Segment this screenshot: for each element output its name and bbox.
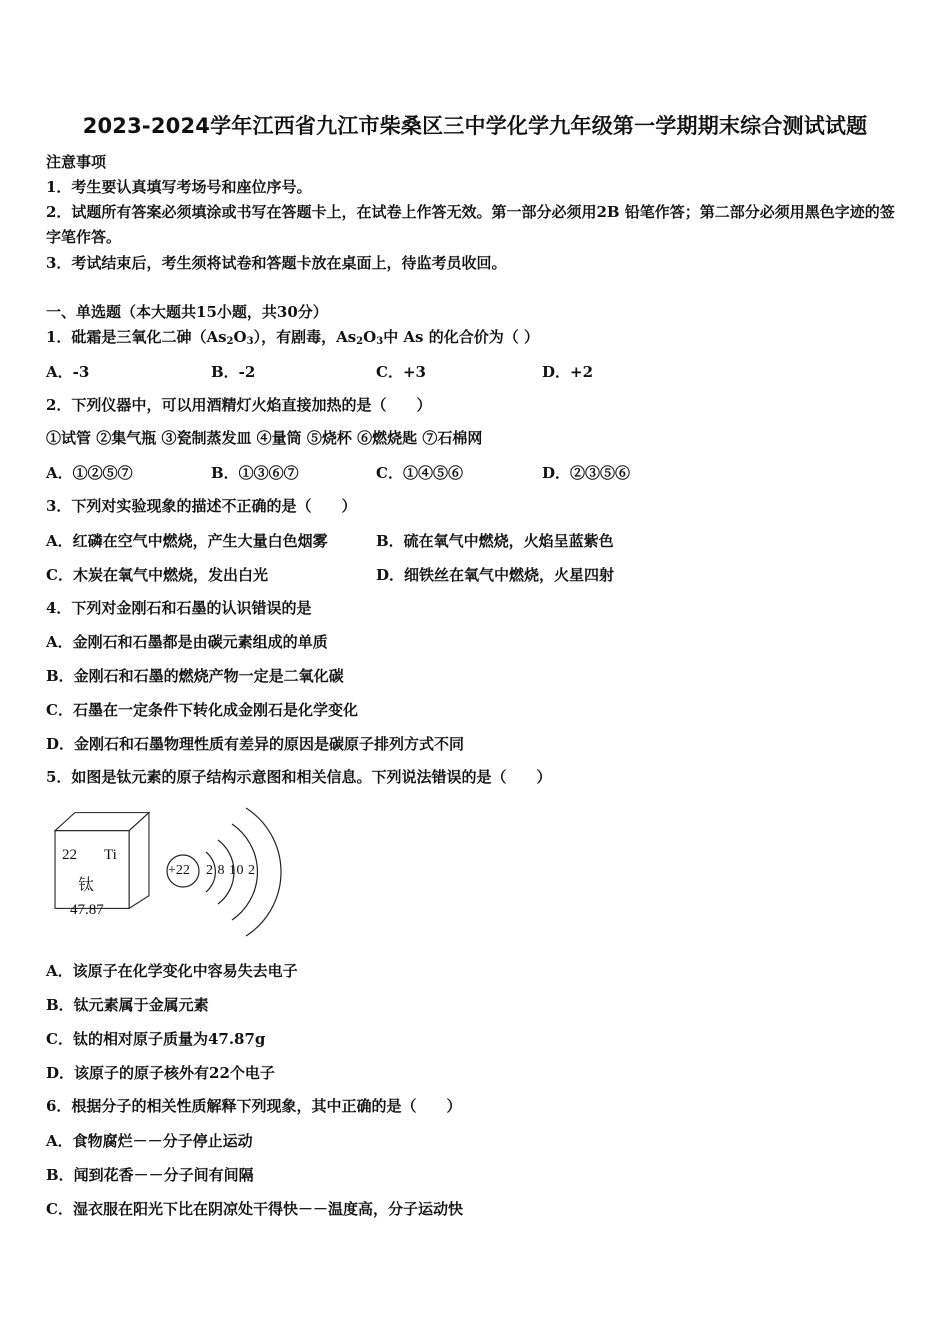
option-d: D．细铁丝在氧气中燃烧，火星四射 (376, 566, 615, 584)
question-4-stem: 4．下列对金刚石和石墨的认识错误的是 (46, 599, 312, 617)
option-d: D．该原子的原子核外有22个电子 (46, 1064, 275, 1082)
question-1-stem (46, 327, 539, 347)
stem-text: ），有剧毒， (253, 328, 337, 346)
titanium-figure (46, 800, 286, 950)
formula: $As_2O_3$ (336, 328, 384, 347)
notice-item: 2．试题所有答案必须填涂或书写在答题卡上，在试卷上作答无效。第一部分必须用2B 铅笔作答；第二部分必须用黑色字迹的签字笔作答。 (46, 203, 895, 246)
option-d: D．+2 (542, 363, 594, 381)
atomic-number: 22 (62, 847, 77, 863)
nucleus-charge: +22 (168, 863, 190, 878)
notice-item: 1．考生要认真填写考场号和座位序号。 (46, 178, 312, 196)
electron-shells: 2 8 10 2 (206, 863, 256, 878)
section-heading: 一、单选题（本大题共15小题，共30分） (46, 303, 328, 321)
option-c: C．钛的相对原子质量为47.87g (46, 1030, 266, 1048)
element-name: 钛 (78, 875, 95, 894)
option-a: A．食物腐烂－－分子停止运动 (46, 1132, 253, 1150)
question-2-stem: 2．下列仪器中，可以用酒精灯火焰直接加热的是（ ） (46, 396, 432, 414)
question-2-items: ①试管 ②集气瓶 ③瓷制蒸发皿 ④量筒 ⑤烧杯 ⑥燃烧匙 ⑦石棉网 (46, 429, 483, 447)
option-a: A．红磷在空气中燃烧，产生大量白色烟雾 (46, 532, 328, 550)
option-b: B．①③⑥⑦ (211, 464, 299, 482)
option-b: B．金刚石和石墨的燃烧产物一定是二氧化碳 (46, 667, 344, 685)
option-c: C．+3 (376, 363, 426, 381)
question-6-stem: 6．根据分子的相关性质解释下列现象，其中正确的是（ ） (46, 1097, 462, 1115)
option-b: B．钛元素属于金属元素 (46, 996, 209, 1014)
option-c: C．木炭在氧气中燃烧，发出白光 (46, 566, 268, 584)
formula: $As_2O_3$ (206, 328, 254, 347)
question-3-stem: 3．下列对实验现象的描述不正确的是（ ） (46, 497, 357, 515)
stem-text: 1．砒霜是三氧化二砷（ (46, 328, 207, 346)
notice-item: 3．考试结束后，考生须将试卷和答题卡放在桌面上，待监考员收回。 (46, 254, 507, 272)
page-title: 2023-2024学年江西省九江市柴桑区三中学化学九年级第一学期期末综合测试试题 (82, 114, 868, 138)
notice-heading: 注意事项 (46, 153, 107, 171)
option-a: A．-3 (46, 363, 90, 381)
element-symbol: Ti (104, 847, 117, 863)
option-a: A．①②⑤⑦ (46, 464, 133, 482)
option-c: C．①④⑤⑥ (376, 464, 463, 482)
option-a: A．该原子在化学变化中容易失去电子 (46, 962, 298, 980)
option-c: C．石墨在一定条件下转化成金刚石是化学变化 (46, 701, 358, 719)
question-5-stem: 5．如图是钛元素的原子结构示意图和相关信息。下列说法错误的是（ ） (46, 768, 552, 786)
atomic-mass: 47.87 (70, 902, 104, 918)
option-c: C．湿衣服在阳光下比在阴凉处干得快－－温度高，分子运动快 (46, 1200, 463, 1218)
option-b: B．闻到花香－－分子间有间隔 (46, 1166, 254, 1184)
stem-text: 中 As 的化合价为（ ） (383, 328, 539, 346)
option-d: D．金刚石和石墨物理性质有差异的原因是碳原子排列方式不同 (46, 735, 465, 753)
option-a: A．金刚石和石墨都是由碳元素组成的单质 (46, 633, 328, 651)
option-d: D．②③⑤⑥ (542, 464, 631, 482)
option-b: B．-2 (211, 363, 256, 381)
option-b: B．硫在氧气中燃烧，火焰呈蓝紫色 (376, 532, 614, 550)
